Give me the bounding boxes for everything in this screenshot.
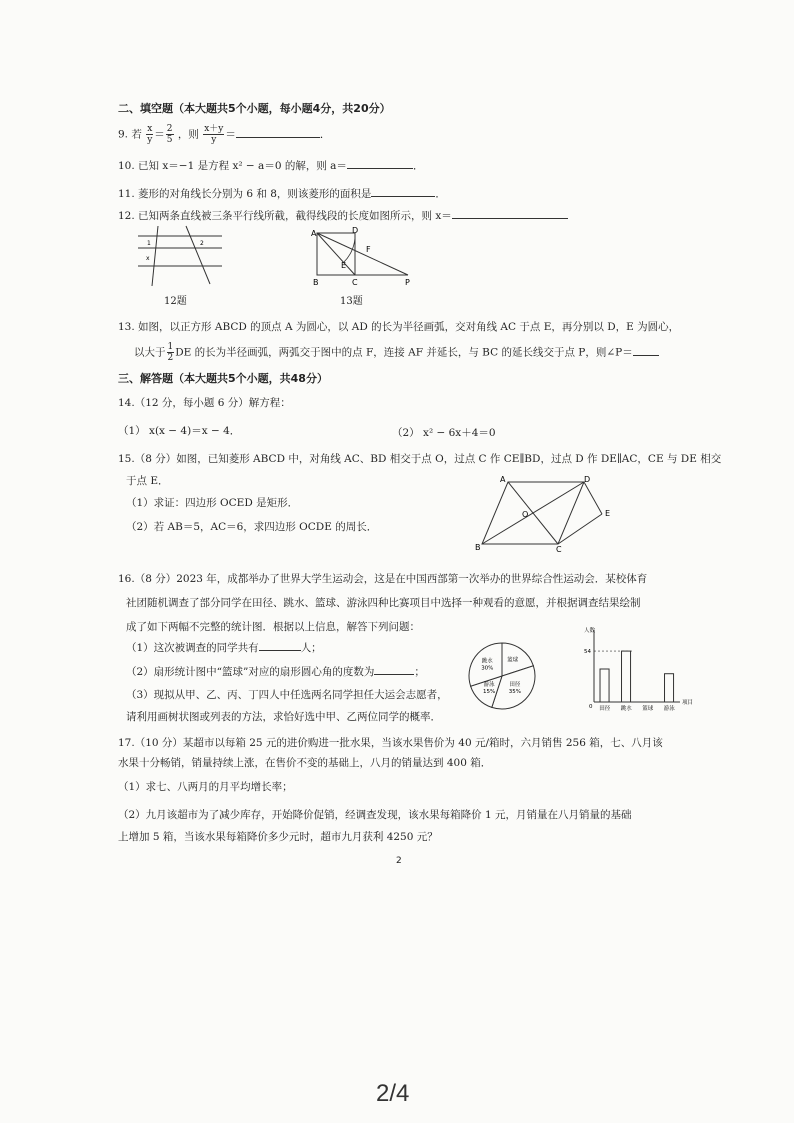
figure-12 [138, 226, 228, 290]
question-13-line-2 [134, 342, 659, 363]
fig15-diagonal-bd [482, 482, 584, 544]
question-17-part-1: （1）求七、八两月的月平均增长率； [118, 781, 293, 793]
question-17-line-2: 水果十分畅销，销量持续上涨，在售价不变的基础上，八月的销量达到 400 箱． [118, 757, 492, 769]
q9-fraction-2 [166, 124, 174, 145]
bar-3 [665, 674, 674, 702]
fig15-label-b: B [475, 543, 481, 552]
fig12-caption: 12题 [164, 296, 187, 307]
fig13-line-ap [317, 233, 408, 275]
question-13-line-1: 13. 如图，以正方形 ABCD 的顶点 A 为圆心，以 AD 的长为半径画弧，交对角线 AC 于点 E，再分别以 D，E 为圆心， [118, 321, 680, 333]
question-15-line-2: 于点 E． [126, 475, 169, 487]
q16-p2-blank[interactable] [374, 664, 414, 675]
question-12 [118, 208, 568, 223]
fig15-label-c: C [556, 545, 562, 554]
fig13-label-f: F [366, 245, 371, 254]
bar-category-label-2: 篮球 [642, 706, 654, 712]
fig13-label-b: B [313, 278, 319, 287]
q16-p1-text: （1）这次被调查的同学共有 [126, 642, 259, 654]
fig13-label-e: E [341, 261, 347, 270]
figure-15-rhombus [474, 474, 624, 554]
bar-category-label-1: 跳水 [620, 706, 632, 712]
q10-answer-blank[interactable] [347, 158, 413, 169]
fig15-label-a: A [500, 475, 506, 484]
question-15-line-1: 15.（8 分）如图，已知菱形 ABCD 中，对角线 AC、BD 相交于点 O，过点 C 作 CE∥BD，过点 D 作 DE∥AC，CE 与 DE 相交 [118, 453, 722, 465]
bar-chart [580, 624, 694, 714]
q9-answer-blank[interactable] [236, 127, 320, 138]
q13-frac-num: 1 [167, 342, 174, 352]
question-16-part-1 [126, 640, 322, 655]
pie-label-3-0: 跳水 [481, 658, 493, 665]
question-17-part-2-line-2: 上增加 5 箱，当该水果每箱降价多少元时，超市九月获利 4250 元？ [118, 831, 438, 843]
q12-answer-blank[interactable] [452, 208, 568, 219]
question-16-part-2 [126, 664, 425, 679]
q9-text-c: ＝ [225, 128, 236, 141]
pie-label-2-0: 游泳 [483, 681, 495, 688]
q11-end: ． [435, 188, 446, 200]
question-16-line-2: 社团随机调查了部分同学在田径、跳水、篮球、游泳四种比赛项目中选择一种观看的意愿，并根据调查结果绘制 [126, 597, 641, 609]
q13-answer-blank[interactable] [633, 345, 659, 356]
q16-p1-blank[interactable] [259, 640, 301, 651]
fig12-transversal-2 [186, 226, 210, 284]
question-11 [118, 186, 446, 201]
q16-p2-text: （2）扇形统计图中“篮球”对应的扇形圆心角的度数为 [126, 666, 375, 678]
q9-fraction-3 [203, 124, 224, 145]
q12-text: 12. 已知两条直线被三条平行线所截，截得线段的长度如图所示，则 x＝ [118, 210, 452, 222]
pie-chart [464, 640, 540, 712]
question-14-part-2: （2） x² − 6x＋4＝0 [392, 427, 496, 439]
q9-f2-num: 2 [166, 124, 173, 134]
bar-origin-label: 0 [589, 704, 593, 710]
q9-f3-num: x＋y [204, 124, 224, 134]
fig13-caption: 13题 [340, 296, 363, 307]
question-14-part-1: （1） x(x − 4)＝x − 4． [118, 425, 241, 437]
bar-category-label-3: 游泳 [663, 706, 675, 712]
fig15-label-d: D [584, 475, 591, 484]
page-counter: 2/4 [376, 1080, 410, 1107]
fig13-label-p: P [405, 278, 410, 287]
fig12-label-x: x [146, 255, 150, 262]
bar-1 [622, 651, 631, 702]
question-16-line-3: 成了如下两幅不完整的统计图．根据以上信息，解答下列问题： [126, 621, 420, 633]
figure-13 [308, 228, 418, 288]
q11-answer-blank[interactable] [371, 186, 435, 197]
q16-p1-end: 人； [300, 642, 322, 654]
q9-text-d: ． [319, 128, 331, 141]
q9-f2-den: 5 [166, 135, 173, 145]
question-10 [118, 158, 423, 173]
q11-text: 11. 菱形的对角线长分别为 6 和 8，则该菱形的面积是 [118, 188, 372, 200]
q13-text-a: 以大于 [134, 346, 166, 359]
question-17-part-2-line-1: （2）九月该超市为了减少库存，开始降价促销，经调查发现，该水果每箱降价 1 元，月销量在八月销量的基础 [118, 809, 632, 821]
pie-label-0-0: 篮球 [507, 657, 519, 664]
q13-fraction [167, 342, 175, 363]
pie-label-2-1: 15% [483, 688, 496, 695]
fig12-transversal-1 [152, 226, 158, 286]
question-14-head: 14.（12 分，每小题 6 分）解方程： [118, 397, 291, 409]
fig15-label-o: O [522, 510, 529, 519]
pie-label-3-1: 30% [481, 665, 494, 672]
fig13-label-a: A [311, 229, 317, 238]
pie-label-1-0: 田径 [509, 681, 521, 688]
q9-f3-den: y [211, 135, 217, 145]
q10-text: 10. 已知 x＝−1 是方程 x² − a＝0 的解，则 a＝ [118, 160, 347, 172]
bar-y-axis-label: 人数 [584, 628, 596, 634]
q9-f1-num: x [147, 124, 153, 134]
q9-text-a: 9. 若 [118, 128, 142, 141]
q16-p2-end: ； [414, 666, 425, 678]
q13-text-b: DE 的长为半径画弧，两弧交于图中的点 F，连接 AF 并延长，与 BC 的延长线交于点 P，则∠P＝ [175, 346, 633, 359]
q9-eq: ＝ [154, 128, 165, 141]
page-number: 2 [396, 856, 402, 866]
q9-f1-den: y [147, 135, 153, 145]
bar-0 [600, 669, 609, 702]
fig12-label-2: 2 [200, 240, 204, 247]
q9-fraction-1 [146, 124, 153, 145]
q13-frac-den: 2 [167, 353, 174, 363]
bar-ytick-54: 54 [584, 649, 591, 656]
question-16-part-3-line-2: 请利用画树状图或列表的方法，求恰好选中甲、乙两位同学的概率． [126, 711, 441, 723]
fig13-diagonal-ac [317, 233, 355, 275]
fig13-label-d: D [352, 226, 359, 235]
bar-x-axis-label: 项目 [682, 700, 694, 706]
section-heading-fill-in: 二、填空题（本大题共5个小题，每小题4分，共20分） [118, 102, 391, 115]
question-9 [118, 124, 330, 145]
q9-text-b: ，则 [177, 128, 199, 141]
q10-end: ． [412, 160, 424, 172]
fig15-segment-de [584, 482, 602, 514]
question-15-part-2: （2）若 AB＝5，AC＝6，求四边形 OCDE 的周长． [126, 521, 378, 533]
pie-label-1-1: 35% [508, 688, 521, 695]
section-heading-solutions: 三、解答题（本大题共5个小题，共48分） [118, 372, 328, 385]
question-17-line-1: 17.（10 分）某超市以每箱 25 元的进价购进一批水果，当该水果售价为 40 元/箱时，六月销售 256 箱，七、八月该 [118, 737, 663, 749]
question-16-line-1: 16.（8 分）2023 年，成都举办了世界大学生运动会，这是在中国西部第一次举办的世界综合性运动会．某校体育 [118, 573, 648, 585]
bar-category-label-0: 田径 [599, 706, 611, 712]
fig13-label-c: C [352, 278, 358, 287]
question-15-part-1: （1）求证：四边形 OCED 是矩形． [126, 497, 299, 509]
fig15-label-e: E [605, 509, 611, 518]
question-16-part-3-line-1: （3）现拟从甲、乙、丙、丁四人中任选两名同学担任大运会志愿者， [126, 689, 448, 701]
fig12-label-1: 1 [147, 240, 151, 247]
